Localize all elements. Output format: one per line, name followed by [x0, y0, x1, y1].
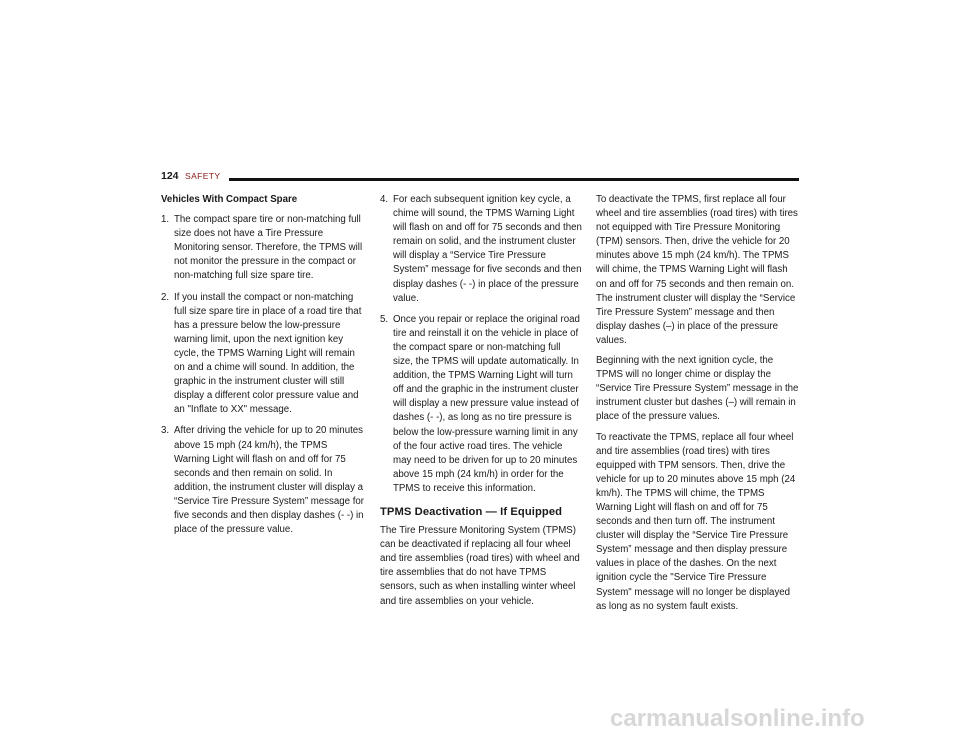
page-number: 124 — [161, 170, 179, 182]
watermark-text: carmanualsonline.info — [610, 706, 865, 732]
column-1 — [161, 193, 365, 544]
list-text: After driving the vehicle for up to 20 minutes above 15 mph (24 km/h), the TPMS Warning Light will flash on and off for 75 seconds and then remain on solid. In addition, the instrument cluster will display a “Service Tire Pressure System” message for five seconds and then display dashes (- -) in place of the pressure value. — [174, 425, 365, 536]
section-title: SAFETY — [185, 171, 221, 181]
list-item — [161, 213, 365, 283]
list-number: 4. — [380, 194, 389, 205]
watermark-logo — [610, 706, 946, 732]
list-text: The compact spare tire or non-matching full size does not have a Tire Pressure Monitoring sensor. Therefore, the TPMS will not monitor the pressure in the compact or non-matching full size spare tire. — [174, 214, 363, 282]
column-2 — [380, 193, 582, 615]
list-number: 5. — [380, 313, 389, 325]
paragraph: The Tire Pressure Monitoring System (TPMS) can be deactivated if replacing all four wheel and tire assemblies (road tires) with wheel and tire assemblies that do not have TPMS sensors, such as when installing winter wheel and tire assemblies on your vehicle. — [380, 525, 580, 607]
list-item — [380, 313, 582, 496]
header-rule — [229, 178, 799, 181]
list-text: If you install the compact or non-matching full size spare tire in place of a road tire that has a pressure below the low-pressure warning limit, upon the next ignition key cycle, the TPMS Warning Light will remain on and a chime will sound. In addition, the graphic in the instrument cluster will still display a different color pressure value and an "Inflate to XX" message. — [174, 291, 362, 416]
list-number: 3. — [161, 425, 170, 437]
subheading-compact-spare: Vehicles With Compact Spare — [161, 194, 298, 205]
list-number: 2. — [161, 291, 170, 303]
column-3 — [596, 193, 801, 620]
list-number: 1. — [161, 214, 170, 226]
list-text: Once you repair or replace the original road tire and reinstall it on the vehicle in place of the compact spare or non-matching full size, the TPMS will update automatically. In addition, the TPMS Warning Light will turn off and the graphic in the instrument cluster will display a new pressure value instead of dashes (- -), as long as no tire pressure is below the low-pressure warning limit in any of the four active road tires. The vehicle may need to be driven for up to 20 minutes above 15 mph (24 km/h) in order for the TPMS to receive this information. — [393, 313, 580, 494]
paragraph-next-cycle: Beginning with the next ignition cycle, the TPMS will no longer chime or display the “Service Tire Pressure System” message in the instrument cluster but dashes (–) will remain in place of the pressure values. — [596, 355, 799, 423]
paragraph-deactivate: To deactivate the TPMS, first replace all four wheel and tire assemblies (road tires) with tires not equipped with Tire Pressure Monitoring (TPM) sensors. Then, drive the vehicle for 20 minutes above 15 mph (24 km/h). The TPMS will chime, the TPMS Warning Light will flash on and off for 75 seconds and then remain on. The instrument cluster will display the “Service Tire Pressure System” message and then display dashes (–) in place of the pressure values. — [596, 194, 798, 346]
list-item — [380, 193, 582, 306]
paragraph-reactivate: To reactivate the TPMS, replace all four wheel and tire assemblies (road tires) with tires equipped with TPM sensors. Then, drive the vehicle for up to 20 minutes above 15 mph (24 km/h). The TPMS will chime, the TPMS Warning Light will flash on and off for 75 seconds and then turn off. The instrument cluster will display the “Service Tire Pressure System” message and then display pressure values in place of the dashes. On the next ignition cycle the "Service Tire Pressure System" message will no longer be displayed as long as no system fault exists. — [596, 431, 796, 612]
list-item — [161, 424, 365, 537]
section-heading-tpms-deactivation: TPMS Deactivation — If Equipped — [380, 505, 563, 518]
list-item — [161, 291, 365, 418]
list-text: For each subsequent ignition key cycle, a chime will sound, the TPMS Warning Light will flash on and off for 75 seconds and then remain on solid, and the instrument cluster will display a “Service Tire Pressure System” message for five seconds and then display dashes (- -) in place of the pressure value. — [393, 194, 582, 304]
page-header — [161, 170, 799, 186]
